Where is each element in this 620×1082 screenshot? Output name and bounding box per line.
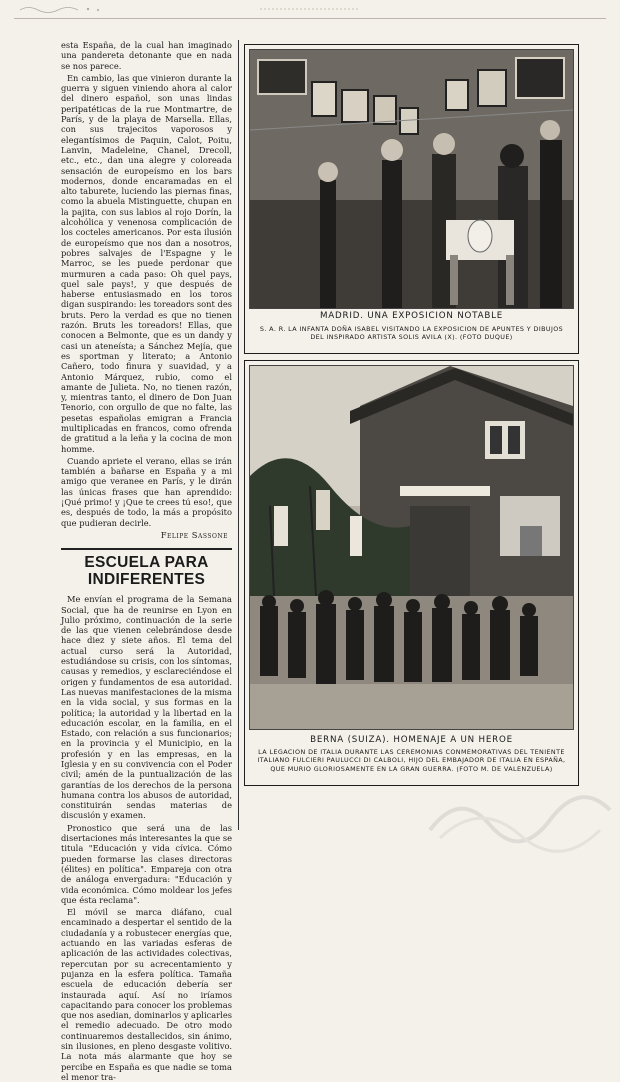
- article2-paragraph: El móvil se marca diáfano, cual encaminado a despertar el sentido de la ciudadanía y a robustecer energías que, actuando en las variadas esferas de aplicación de las actividades colectivas, repercutan por su acrecentamiento y pujanza en la esfera política. Tamaña escuela de educación debería ser instaurada aquí. Así no iríamos capacitando para conocer los problemas que nos asedian, dominarlos y aplicarles el remedio adecuado. De otro modo continuaremos destallecidos, sin ánimo, sin ilusiones, en pleno desgaste volitivo. La nota más alarmante que hoy se percibe en España es que nadie se toma el menor tra-: [61, 907, 232, 1082]
- photo-exhibition-visit: [249, 49, 574, 309]
- photo-legation-ceremony: [249, 365, 574, 730]
- article2-paragraph: Pronostico que será una de las disertaciones más interesantes la que se titula "Educación y vida cívica. Cómo pueden formarse las clases directoras (élites) en política". Empareja con otra de análoga envergadura: "Educación y vida económica. Cómo moldear los jefes que ésta reclama".: [61, 822, 232, 905]
- watermark-stamp: [420, 780, 620, 840]
- photo1-caption: S. A. R. LA INFANTA DOÑA ISABEL VISITANDO LA EXPOSICION DE APUNTES Y DIBUJOS DEL INSPIRADO ARTISTA SOLIS AVILA (X). (FOTO DUQUE): [259, 325, 564, 342]
- column-divider: [238, 40, 239, 830]
- photo1-title: MADRID. UNA EXPOSICION NOTABLE: [319, 311, 504, 321]
- article2-paragraph: Me envían el programa de la Semana Social, que ha de reunirse en Lyon en Julio próximo, continuación de la serie de las que vienen celebrándose desde hace diez y siete años. El tema del actual curso será la Autoridad, estudiándose su crisis, con los síntomas, causas y remedios, y esclareciéndose el origen y fundamentos de esa autoridad. Las nuevas manifestaciones de la misma en la vida social, y sus formas en la política; la autoridad y la libertad en la educación escolar, en la familia, en el Estado, con relación a sus funcionarios; en la provincia y el Municipio, en la profesión y en las empresas, en la Iglesia y en su convivencia con el Poder civil; amén de la puntualización de las garantías de los derechos de la persona humana contra los abusos de autoridad, constituirán sendas materias de discusión y examen.: [61, 594, 232, 821]
- masthead-ornament: [18, 4, 138, 14]
- top-rule: [14, 18, 606, 19]
- photo-frame-madrid: [244, 44, 579, 354]
- author-signature: Felipe Sassone: [160, 529, 228, 540]
- masthead-ornament-center: [250, 4, 370, 14]
- photo2-title: BERNA (SUIZA). HOMENAJE A UN HEROE: [310, 735, 513, 745]
- photo2-caption: LA LEGACION DE ITALIA DURANTE LAS CEREMONIAS CONMEMORATIVAS DEL TENIENTE ITALIANO FULCIERI PAULUCCI DI CALBOLI, HIJO DEL EMBAJADOR DE ITALIA EN ESPAÑA, QUE MURIO GLORIOSAMENTE EN LA GRAN GUERRA. (FOTO M. DE VALENZUELA): [257, 748, 566, 773]
- photo-frame-berna: [244, 360, 579, 786]
- article1-paragraph: En cambio, las que vinieron durante la guerra y siguen viniendo ahora al calor del dinero español, son unas lindas peripatéticas de la rue Montmartre, de París, y de la playa de Marsella. Ellas, con sus trajecitos vaporosos y elegantísimos de Paquin, Calot, Poitu, Lanvin, Madeleine, Chanel, Drecoll, etc., etc., dan una alegre y coloreada sensación de europeísmo en los bars modernos, donde encaramadas en el alto taburete, luciendo las piernas finas, como la abuela Mistinguette, chupan en la pajita, con sus labios al rojo Dorín, la alcohólica y venenosa complicación de los cocteles americanos. Por esta ilusión de europeísmo que nos dan a nosotros, pobres salvajes de l'Espagne y le Marroc, se les puede perdonar que murmuren a cada paso: Oh quel pays, quel sale pays!, y que después de haberse entusiasmado en los toros digan suspirando: les toreadors sont des bruts. Pero la verdad es que no tienen razón. Bruts les toreadors! Ellas, que conocen a Belmonte, que es un dandy y casi un ateneísta; a Sánchez Mejía, que es sportman y literato; a Antonio Cañero, todo finura y suavidad, y a Antonio Márquez, rubio, como el amante de Julieta. No, no tienen razón, y, mientras tanto, el dinero de Don Juan Tenorio, con orgullo de que no falte, las pesetas españolas emigran a Francia multiplicadas en francos, como ofrenda de gratitud a la leña y la cocina de mon homme.: [61, 72, 232, 454]
- left-text-column: [61, 40, 232, 1082]
- article-headline: ESCUELA PARA INDIFERENTES: [61, 548, 232, 588]
- article1-paragraph: Cuando apriete el verano, ellas se irán también a bañarse en España y a mi amigo que veranee en París, y le dirán las únicas frases que han aprendido: ¡Qué primo! y ¡Que te crees tú eso!, que es, después de todo, la más a propósito que pudieran decirle.: [61, 455, 232, 528]
- article1-paragraph: esta España, de la cual han imaginado una pandereta detonante que en nada se nos parece.: [61, 40, 232, 71]
